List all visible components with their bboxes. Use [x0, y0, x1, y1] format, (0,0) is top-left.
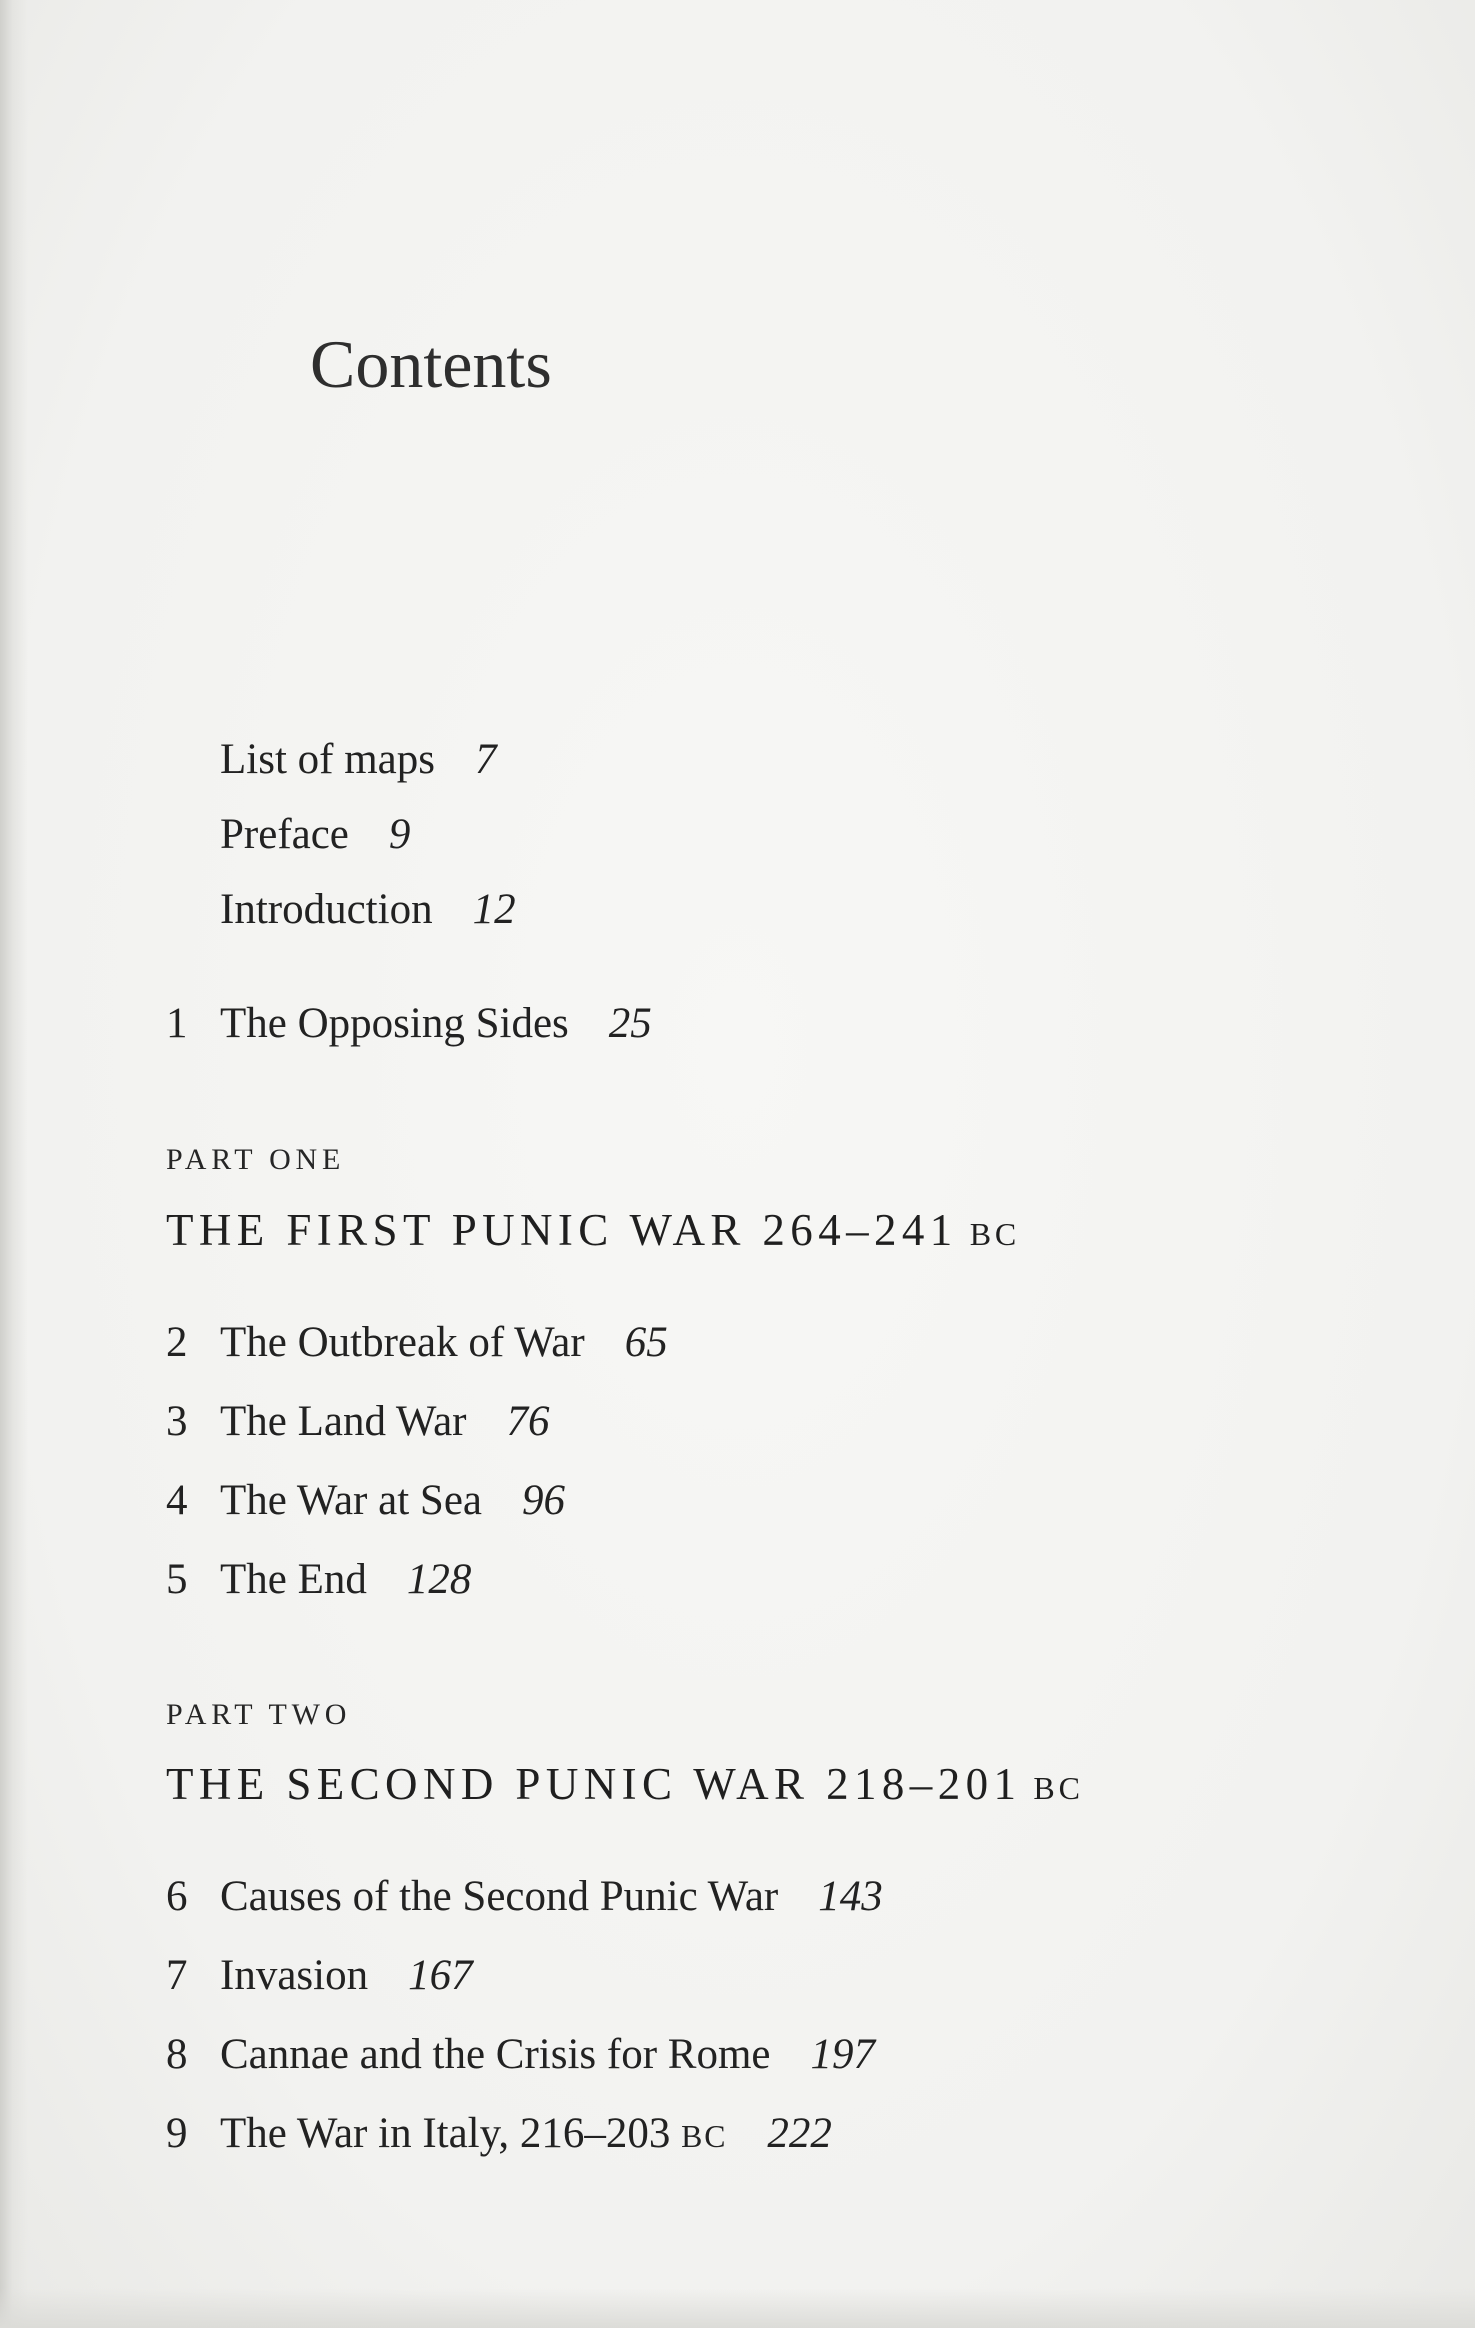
toc-entry-page: 143: [818, 1873, 883, 1920]
toc-entry-preface: [220, 813, 410, 856]
page-bottom-edge-shadow: [0, 2288, 1475, 2328]
toc-entry-chapter-9: [166, 2110, 832, 2157]
part-one-heading: [166, 1205, 1021, 1255]
page-left-edge-shadow: [0, 0, 28, 2328]
page-title: Contents: [310, 326, 552, 402]
part-heading-text: THE FIRST PUNIC WAR 264–241: [166, 1205, 958, 1255]
toc-entry-label: Invasion: [220, 1952, 369, 1999]
toc-entry-label: The Opposing Sides: [220, 1000, 569, 1047]
chapter-number: 8: [166, 2031, 188, 2078]
toc-entry-label: The Outbreak of War: [220, 1319, 585, 1366]
toc-entry-chapter-6: [166, 1873, 883, 1920]
toc-entry-label: Causes of the Second Punic War: [220, 1873, 779, 1920]
toc-entry-label: Introduction: [220, 886, 433, 933]
toc-entry-page: 128: [406, 1556, 472, 1603]
toc-entry-page: 167: [408, 1952, 473, 1999]
era-suffix: BC: [681, 2119, 728, 2154]
toc-entry-page: 76: [506, 1398, 550, 1445]
chapter-number: 7: [166, 1952, 188, 1999]
chapter-number: 6: [166, 1873, 188, 1920]
era-suffix: BC: [969, 1216, 1021, 1252]
chapter-number: 3: [166, 1398, 188, 1445]
chapter-number: 2: [166, 1319, 188, 1366]
toc-entry-chapter-7: [166, 1952, 473, 1999]
toc-entry-introduction: [220, 888, 516, 931]
part-two-label: PART TWO: [166, 1698, 352, 1731]
part-one-label: PART ONE: [166, 1143, 346, 1176]
toc-entry-label: Preface: [220, 811, 349, 858]
toc-entry-page: 96: [522, 1477, 565, 1524]
toc-entry-chapter-5: [166, 1556, 472, 1603]
toc-entry-page: 65: [624, 1319, 668, 1366]
toc-entry-label: Cannae and the Crisis for Rome: [220, 2031, 771, 2078]
toc-entry-label: The War at Sea: [220, 1477, 482, 1524]
era-suffix: BC: [1033, 1770, 1084, 1806]
toc-entry-page: 12: [472, 886, 516, 933]
toc-entry-page: 222: [767, 2110, 832, 2157]
toc-entry-label: The End: [220, 1556, 367, 1603]
part-heading-text: THE SECOND PUNIC WAR 218–201: [166, 1759, 1022, 1809]
toc-entry-page: 197: [810, 2031, 876, 2078]
toc-entry-page: 7: [474, 736, 497, 783]
chapter-number: 4: [166, 1477, 188, 1524]
chapter-number: 5: [166, 1556, 188, 1603]
chapter-number: 9: [166, 2110, 188, 2157]
toc-entry-chapter-3: [166, 1398, 550, 1445]
toc-entry-label: The Land War: [220, 1398, 467, 1445]
toc-entry-page: 25: [608, 1000, 652, 1047]
toc-entry-chapter-4: [166, 1477, 565, 1524]
toc-entry-label: List of maps: [220, 736, 435, 783]
toc-entry-chapter-8: [166, 2031, 876, 2078]
toc-entry-chapter-1: [166, 1000, 652, 1047]
part-two-heading: [166, 1759, 1084, 1809]
toc-entry-chapter-2: [166, 1319, 668, 1366]
chapter-number: 1: [166, 1000, 188, 1047]
toc-entry-label: The War in Italy, 216–203: [220, 2110, 671, 2157]
toc-entry-list-of-maps: [220, 738, 496, 781]
toc-entry-page: 9: [388, 811, 411, 858]
